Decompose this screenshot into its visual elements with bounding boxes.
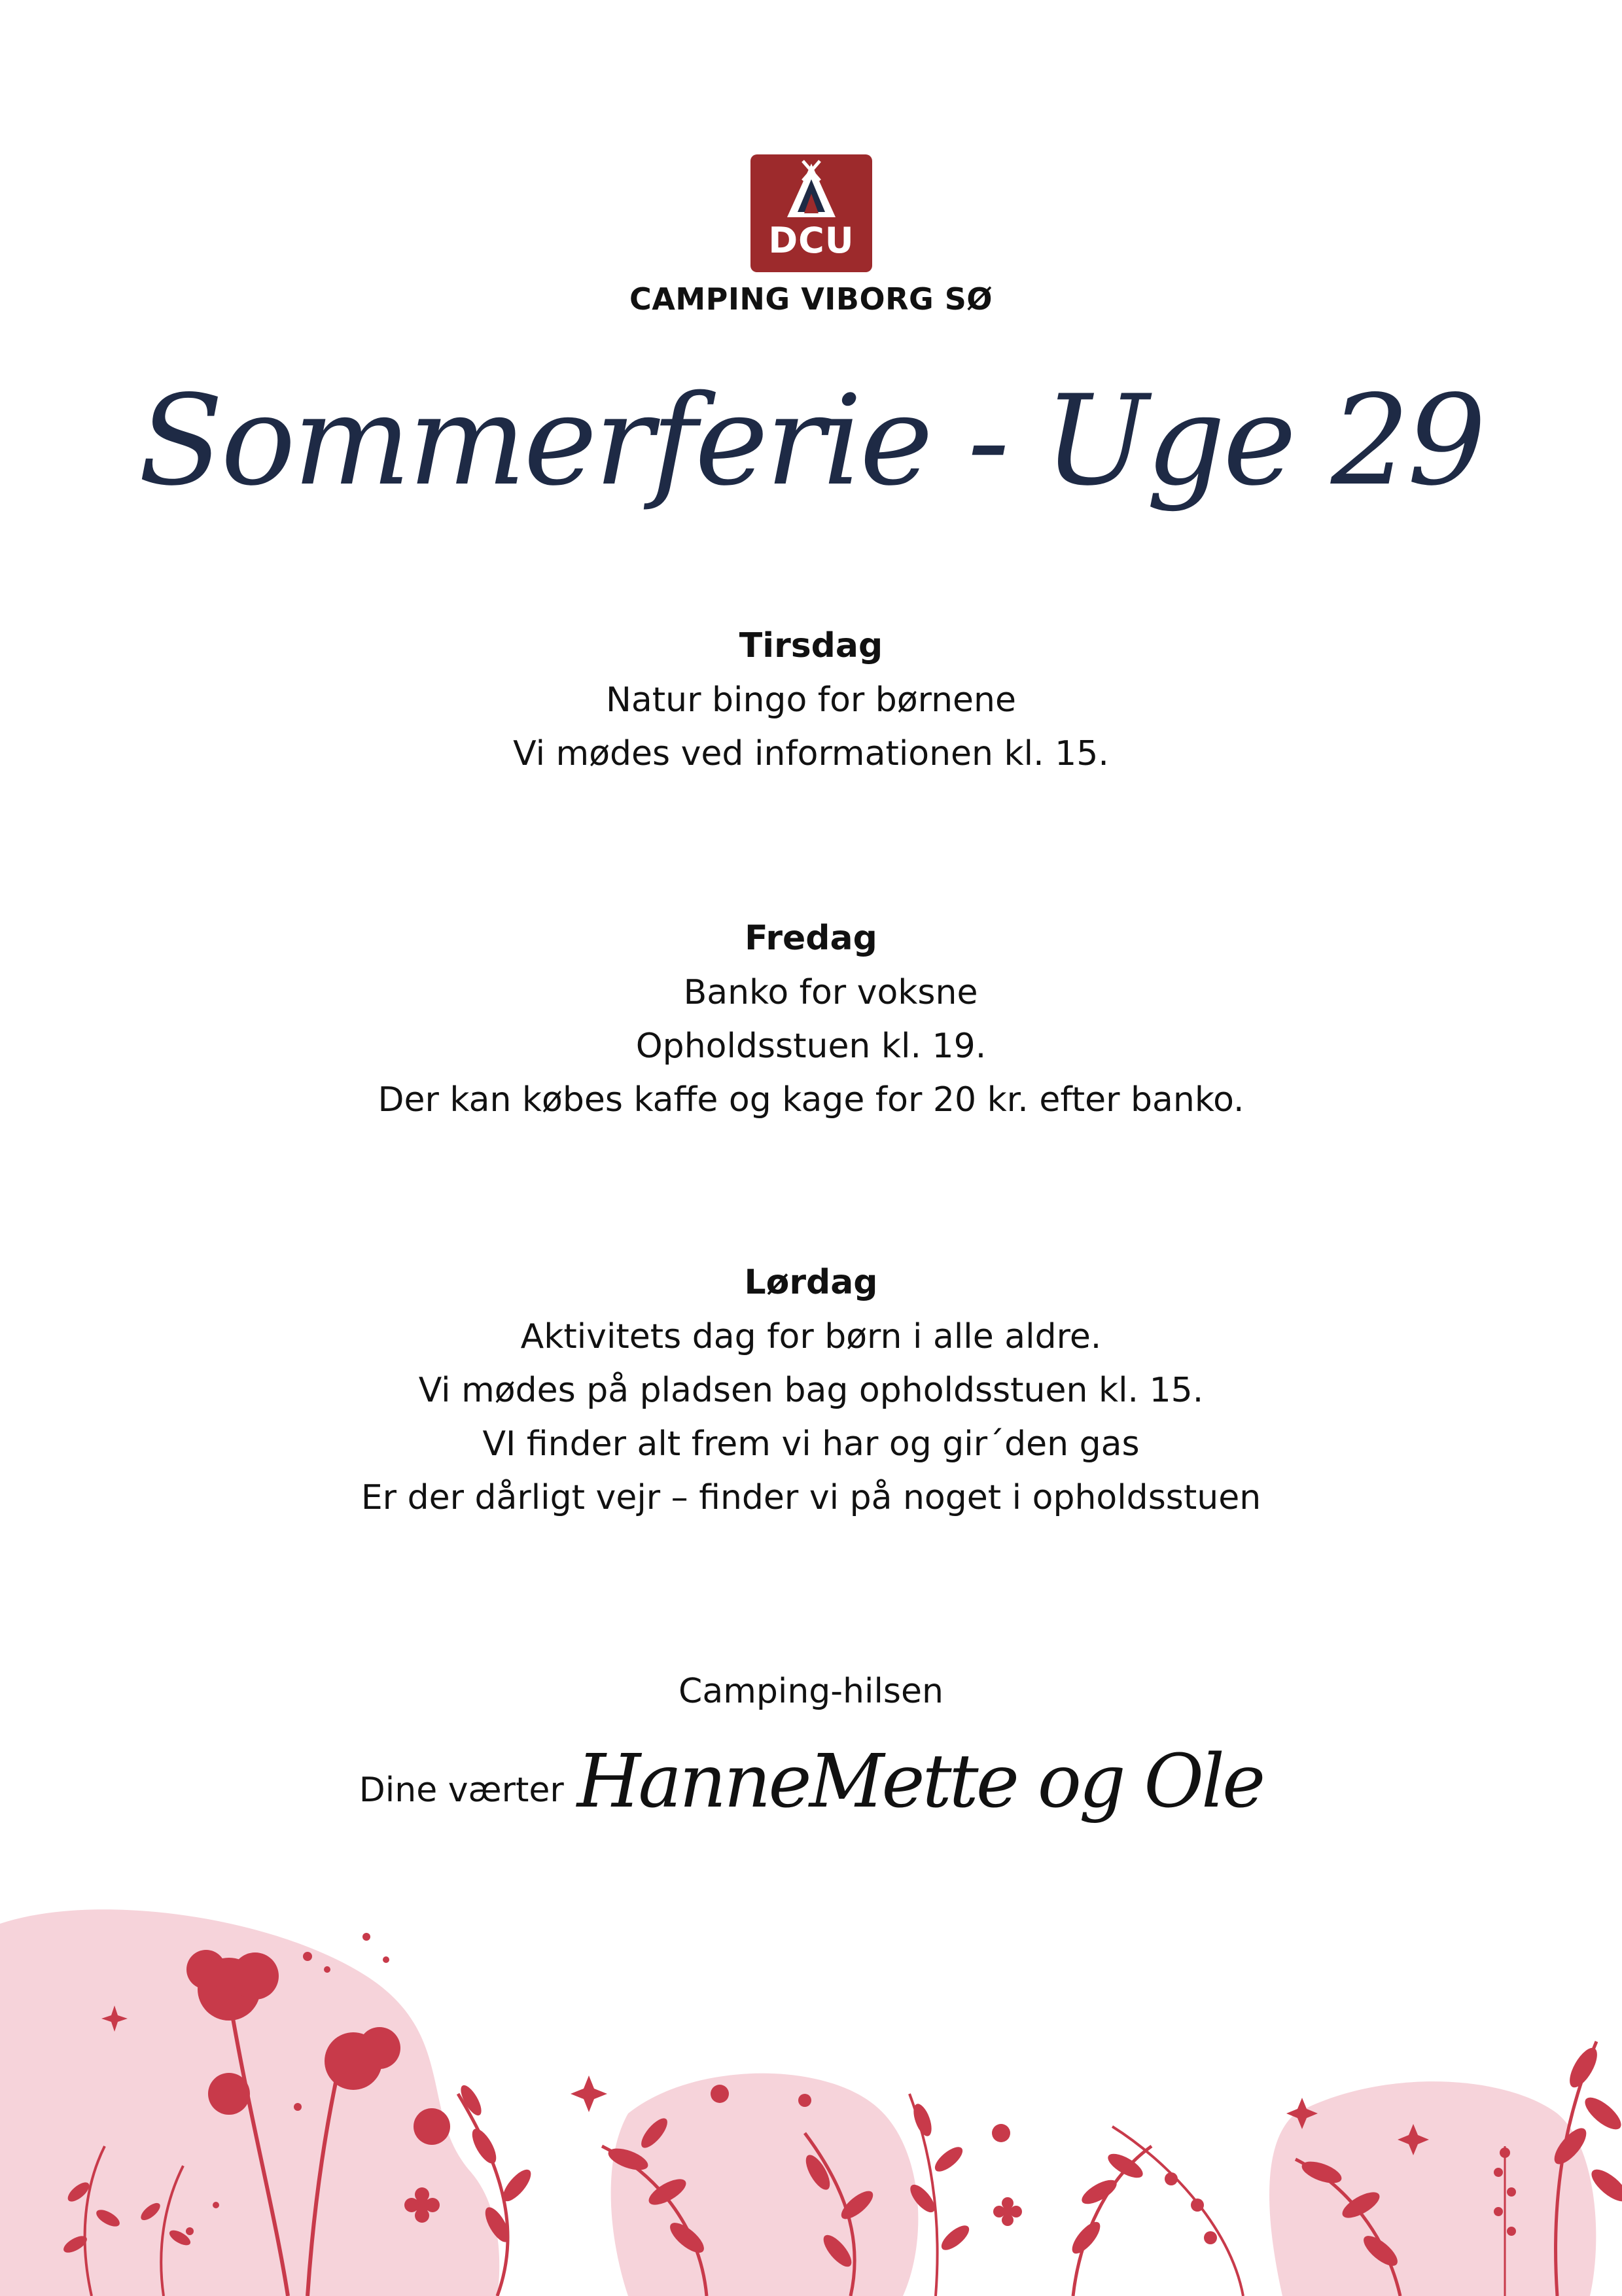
event-saturday (0, 1255, 1622, 1525)
hosts-row (0, 1727, 1622, 1826)
event-line: Aktivitets dag for børn i alle aldre. (520, 1317, 1102, 1356)
logo-text: DCU (768, 220, 855, 261)
floral-border (0, 1898, 1622, 2296)
event-line: Er der dårligt vejr – finder vi på noget i opholdsstuen (361, 1478, 1261, 1517)
hosts-label: Dine værter (359, 1771, 564, 1810)
event-line: Banko for voksne (683, 973, 978, 1012)
event-line: VI finder alt frem vi har og gir´den gas (482, 1424, 1140, 1464)
event-day: Lørdag (744, 1263, 878, 1302)
event-line: Vi mødes på pladsen bag opholdsstuen kl. 15. (418, 1371, 1204, 1410)
event-line: Natur bingo for børnene (606, 680, 1016, 720)
event-day: Tirsdag (739, 626, 883, 665)
event-line: Der kan købes kaffe og kage for 20 kr. efter banko. (378, 1080, 1244, 1120)
hosts-signature: HanneMette og Ole (576, 1739, 1263, 1824)
event-line: Opholdsstuen kl. 19. (635, 1027, 987, 1066)
page-title: Sommerferie - Uge 29 (138, 368, 1484, 513)
org-name: CAMPING VIBORG SØ (629, 281, 993, 317)
greeting: Camping-hilsen (679, 1672, 943, 1711)
event-line: Vi mødes ved informationen kl. 15. (513, 734, 1109, 773)
dcu-logo (750, 154, 872, 272)
event-day: Fredag (745, 919, 877, 958)
event-tuesday (0, 618, 1622, 781)
event-friday (0, 911, 1622, 1127)
